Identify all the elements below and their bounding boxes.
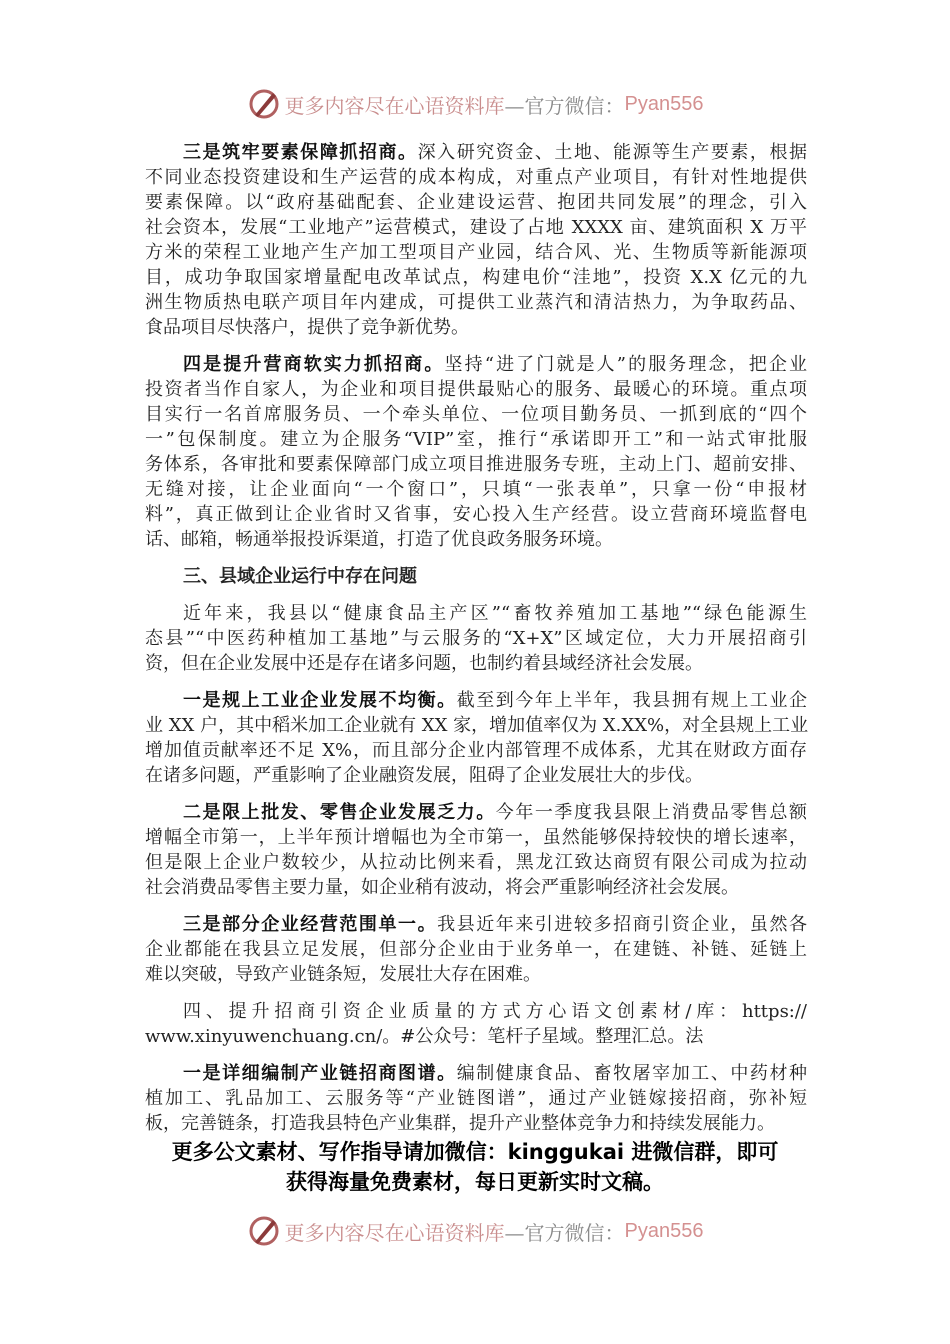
text-line [145, 140, 807, 165]
text-line [145, 377, 807, 402]
line-text: 社会消费品零售主要力量，如企业稍有波动，将会严重影响经济社会发展。 [145, 877, 739, 898]
line-text: 话、邮箱，畅通举报投诉渠道，打造了优良政务服务环境。 [145, 529, 613, 550]
paragraph [145, 688, 807, 788]
line-text: 增加值贡献率还不足 X%，而且部分企业内部管理不成体系，尤其在财政方面存 [145, 740, 807, 761]
line-text: 一”包保制度。建立为企服务“VIP”室，推行“承诺即开工”和一站式审批服 [145, 429, 807, 450]
text-line [145, 850, 807, 875]
line-text: 增幅全市第一，上半年预计增幅也为全市第一，虽然能够保持较快的增长速率， [145, 827, 807, 848]
text-line [145, 825, 807, 850]
line-text: 在诸多问题，严重影响了企业融资发展，阻碍了企业发展壮大的步伐。 [145, 765, 703, 786]
text-line [145, 713, 807, 738]
line-text: 四、提升招商引资企业质量的方式方心语文创素材/库：https:// [183, 1001, 807, 1022]
line-text: 深入研究资金、土地、能源等生产要素，根据 [417, 142, 808, 163]
promo-line-2: 获得海量免费素材，每日更新实时文稿。 [286, 1170, 664, 1194]
text-line [145, 315, 807, 340]
line-text: 业 XX 户，其中稻米加工企业就有 XX 家，增加值率仅为 X.XX%，对全县规上工业 [145, 715, 809, 736]
text-line [145, 452, 807, 477]
text-line [145, 601, 807, 626]
text-line [145, 1111, 807, 1136]
text-line [145, 352, 807, 377]
line-text: 社会资本，发展“工业地产”运营模式，建设了占地 XXXX 亩、建筑面积 X 万平 [145, 217, 807, 238]
text-line [145, 402, 807, 427]
text-line [145, 502, 807, 527]
paragraph [145, 601, 807, 676]
text-line [145, 240, 807, 265]
pen-logo-icon [247, 87, 281, 121]
line-text: 板，完善链条，打造我县特色产业集群，提升产业整体竞争力和持续发展能力。 [145, 1113, 775, 1134]
paragraph-lead: 一是规上工业企业发展不均衡。 [183, 690, 457, 711]
text-line [145, 427, 807, 452]
text-line [145, 215, 807, 240]
line-text: 要素保障。以“政府基础配套、企业建设运营、抱团共同发展”的理念，引入 [145, 192, 807, 213]
heading-text: 三、县域企业运行中存在问题 [183, 566, 417, 587]
line-text: 目实行一名首席服务员、一个牵头单位、一位项目勤务员、一抓到底的“四个 [145, 404, 807, 425]
text-line [145, 937, 807, 962]
line-text: 编制健康食品、畜牧屠宰加工、中药材种 [456, 1063, 808, 1084]
line-text: 植加工、乳品加工、云服务等“产业链图谱”，通过产业链嫁接招商，弥补短 [145, 1088, 807, 1109]
pen-logo-icon [247, 1214, 281, 1248]
text-line [145, 1024, 807, 1049]
line-text: 无缝对接，让企业面向“一个窗口”，只填“一张表单”，只拿一份“申报材 [145, 479, 807, 500]
paragraph-lead: 四是提升营商软实力抓招商。 [183, 354, 445, 375]
watermark-text: 更多内容尽在心语资料库 [284, 1220, 505, 1245]
line-text: 近年来，我县以“健康食品主产区”“畜牧养殖加工基地”“绿色能源生 [183, 603, 807, 624]
text-line [145, 527, 807, 552]
text-line [145, 165, 807, 190]
text-line [145, 1061, 807, 1086]
paragraph [145, 140, 807, 340]
paragraph [145, 352, 807, 552]
line-text: 不同业态投资建设和生产运营的成本构成，对重点产业项目，有针对性地提供 [145, 167, 807, 188]
line-text: 我县近年来引进较多招商引资企业，虽然各 [437, 914, 808, 935]
line-text: 但是限上企业户数较少，从拉动比例来看，黑龙江致达商贸有限公司成为拉动 [145, 852, 807, 873]
line-text: 态县”“中医药种植加工基地”与云服务的“X+X”区域定位，大力开展招商引 [145, 628, 807, 649]
text-line [145, 962, 807, 987]
paragraph-lead: 一是详细编制产业链招商图谱。 [183, 1063, 457, 1084]
line-text: 食品项目尽快落户，提供了竞争新优势。 [145, 317, 469, 338]
text-line [145, 265, 807, 290]
line-text: 目，成功争取国家增量配电改革试点，构建电价“洼地”，投资 X.X 亿元的九 [145, 267, 807, 288]
line-text: 企业都能在我县立足发展，但部分企业由于业务单一，在建链、补链、延链上 [145, 939, 807, 960]
line-text: 洲生物质热电联产项目年内建成，可提供工业蒸汽和清洁热力，为争取药品、 [145, 292, 807, 313]
watermark-separator: —官方微信： [504, 1220, 625, 1245]
paragraph [145, 1061, 807, 1136]
text-line [145, 688, 807, 713]
text-line [145, 800, 807, 825]
paragraph-lead: 三是筑牢要素保障抓招商。 [183, 142, 418, 163]
line-text: 料”，真正做到让企业省时又省事，安心投入生产经营。设立营商环境监督电 [145, 504, 807, 525]
text-line [145, 912, 807, 937]
line-text: 务体系，各审批和要素保障部门成立项目推进服务专班，主动上门、超前安排、 [145, 454, 807, 475]
paragraph [145, 912, 807, 987]
line-text: 今年一季度我县限上消费品零售总额 [495, 802, 808, 823]
watermark-wechat-id: Pyan556 [624, 92, 704, 115]
section-heading [145, 564, 807, 589]
text-line [145, 626, 807, 651]
line-text: 截至到今年上半年，我县拥有规上工业企 [456, 690, 808, 711]
text-line [145, 190, 807, 215]
text-line [145, 738, 807, 763]
paragraph-lead: 二是限上批发、零售企业发展乏力。 [183, 802, 496, 823]
footer-watermark [0, 1211, 950, 1251]
paragraph [145, 800, 807, 900]
watermark-wechat-id: Pyan556 [624, 1219, 704, 1242]
header-watermark [0, 84, 950, 124]
text-line [145, 875, 807, 900]
watermark-separator: —官方微信： [504, 93, 625, 118]
line-text: 投资者当作自家人，为企业和项目提供最贴心的服务、最暖心的环境。重点项 [145, 379, 807, 400]
watermark-text: 更多内容尽在心语资料库 [284, 93, 505, 118]
promo-line-1: 更多公文素材、写作指导请加微信：kinggukai 进微信群，即可 [171, 1140, 779, 1164]
line-text: 坚持“进了门就是人”的服务理念，把企业 [444, 354, 808, 375]
text-line [145, 999, 807, 1024]
text-line [145, 651, 807, 676]
text-line [145, 763, 807, 788]
text-line [145, 290, 807, 315]
line-text: 方米的荣程工业地产生产加工型项目产业园，结合风、光、生物质等新能源项 [145, 242, 807, 263]
line-text: 资，但在企业发展中还是存在诸多问题，也制约着县域经济社会发展。 [145, 653, 703, 674]
text-line [145, 477, 807, 502]
line-text: www.xinyuwenchuang.cn/。#公众号：笔杆子星域。整理汇总。法 [145, 1026, 704, 1047]
document-body [145, 140, 807, 1148]
promo-notice [0, 1137, 950, 1197]
text-line [145, 1086, 807, 1111]
line-text: 难以突破，导致产业链条短，发展壮大存在困难。 [145, 964, 541, 985]
paragraph-lead: 三是部分企业经营范围单一。 [183, 914, 438, 935]
paragraph [145, 999, 807, 1049]
